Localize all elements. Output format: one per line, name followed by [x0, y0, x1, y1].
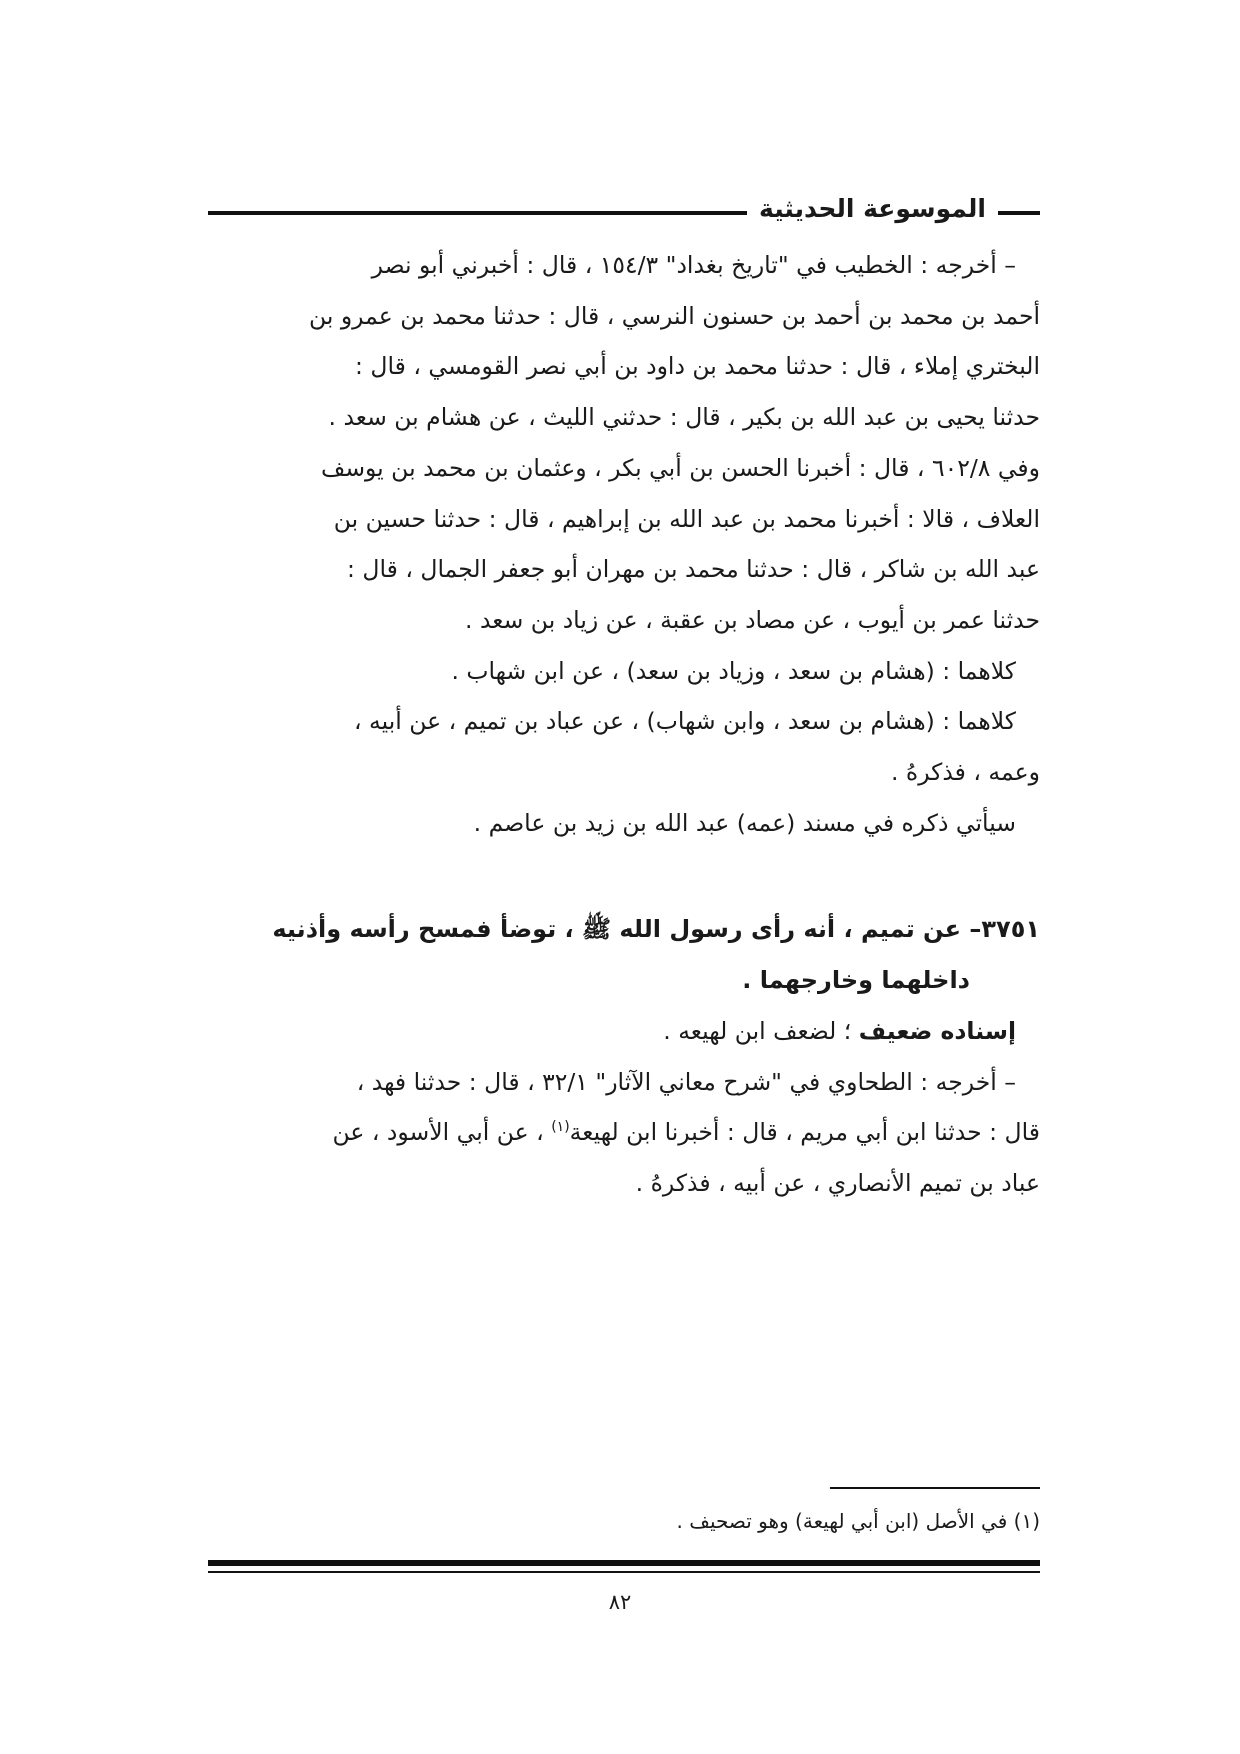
kilahuma-line-2: كلاهما : (هشام بن سعد ، وابن شهاب) ، عن عباد بن تميم ، عن أبيه ، [353, 707, 1016, 736]
takhrij-line: – أخرجه : الخطيب في "تاريخ بغداد" ١٥٤/٣ ، قال : أخبرني أبو نصر [371, 251, 1016, 279]
takhrij-line: العلاف ، قالا : أخبرنا محمد بن عبد الله بن إبراهيم ، قال : حدثنا حسين بن [333, 504, 1040, 533]
running-header [208, 188, 1040, 228]
kilahuma-line-1: كلاهما : (هشام بن سعد ، وزياد بن سعد) ، عن ابن شهاب . [451, 656, 1016, 685]
sayati-line: سيأتي ذكره في مسند (عمه) عبد الله بن زيد بن عاصم . [473, 808, 1016, 837]
takhrij-line: حدثنا يحيى بن عبد الله بن بكير ، قال : حدثني الليث ، عن هشام بن سعد . [328, 403, 1040, 432]
header-title: الموسوعة الحديثية [759, 193, 986, 223]
page-body [208, 240, 1040, 1209]
hadith-takhrij-line-2 [208, 1107, 1040, 1158]
takhrij-text: ، عن أبي الأسود ، عن [332, 1118, 552, 1147]
hadith-takhrij-line-3: عباد بن تميم الأنصاري ، عن أبيه ، فذكرهُ . [635, 1168, 1040, 1197]
page-number: ٨٢ [608, 1590, 632, 1614]
takhrij-text: قال : حدثنا ابن أبي مريم ، قال : أخبرنا ابن لهيعة [569, 1118, 1040, 1147]
footer-rule-thick [208, 1560, 1040, 1566]
takhrij-line: حدثنا عمر بن أيوب ، عن مصاد بن عقبة ، عن زياد بن سعد . [465, 605, 1040, 634]
header-rule-short [998, 211, 1040, 215]
footnote-marker: (١) [551, 1119, 570, 1136]
takhrij-line: وفي ٦٠٢/٨ ، قال : أخبرنا الحسن بن أبي بكر ، وعثمان بن محمد بن يوسف [321, 453, 1040, 482]
footnote: (١) في الأصل (ابن أبي لهيعة) وهو تصحيف . [676, 1509, 1040, 1533]
isnad-grade: إسناده ضعيف [858, 1016, 1016, 1045]
hadith-title-line-2: داخلهما وخارجهما . [742, 966, 970, 995]
footnote-separator [830, 1487, 1040, 1489]
section-gap [208, 848, 1040, 904]
kilahuma-line-2-cont: وعمه ، فذكرهُ . [890, 758, 1040, 787]
takhrij-line: أحمد بن محمد بن أحمد بن حسنون النرسي ، قال : حدثنا محمد بن عمرو بن [308, 301, 1040, 330]
hadith-takhrij-line-1: – أخرجه : الطحاوي في "شرح معاني الآثار" ٣٢/١ ، قال : حدثنا فهد ، [356, 1067, 1016, 1096]
takhrij-line: البختري إملاء ، قال : حدثنا محمد بن داود بن أبي نصر القومسي ، قال : [355, 352, 1040, 381]
header-rule-long [208, 211, 747, 215]
isnad-reason: ؛ لضعف ابن لهيعه . [663, 1016, 859, 1045]
takhrij-line: عبد الله بن شاكر ، قال : حدثنا محمد بن مهران أبو جعفر الجمال ، قال : [347, 555, 1040, 584]
isnad-line [208, 1006, 1040, 1057]
hadith-title-line-1: ٣٧٥١– عن تميم ، أنه رأى رسول الله ﷺ ، توضأ فمسح رأسه وأذنيه [272, 915, 1040, 944]
footer-rule-thin [208, 1571, 1040, 1573]
